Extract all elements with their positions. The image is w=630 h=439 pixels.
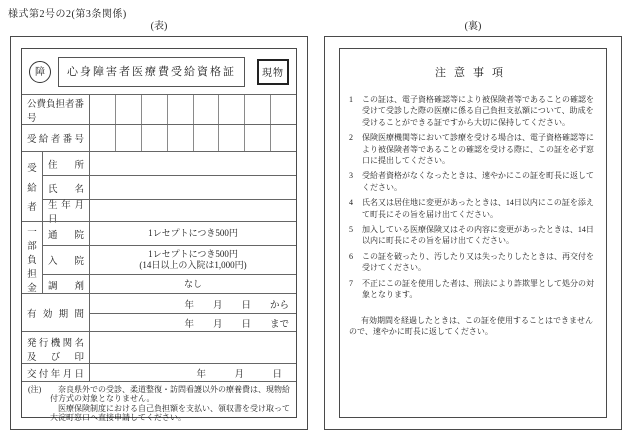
note-item — [349, 224, 597, 247]
certificate-title: 心身障害者医療費受給資格証 — [58, 57, 245, 87]
front-panel-wrap — [10, 20, 308, 430]
note-text: 不正にこの証を使用した者は、刑法により詐欺罪として処分の対象となります。 — [362, 278, 594, 300]
in-kind-benefit-box: 現物 — [257, 59, 289, 85]
note-number: 2 — [349, 133, 353, 143]
valid-period-label: 有効期間 — [22, 294, 90, 331]
issue-date-value: 年 月 日 — [196, 369, 282, 380]
note-item — [349, 170, 597, 193]
note-item — [349, 197, 597, 220]
valid-from-value: 年 月 日 から — [184, 300, 289, 311]
back-panel-wrap — [324, 20, 622, 430]
recipient-number-label: 受給者番号 — [22, 125, 90, 151]
number-cell — [193, 95, 219, 124]
form-id-text: 様式第2号の2(第3条関係) — [8, 9, 127, 20]
certificate-header — [22, 49, 296, 94]
payer-number-row — [22, 94, 296, 124]
inpatient-row — [43, 245, 296, 274]
dispensing-label: 調剤 — [43, 275, 90, 294]
number-cell — [244, 125, 270, 151]
outpatient-value: 1レセプトにつき500円 — [148, 228, 238, 239]
number-cell — [244, 95, 270, 124]
footnote-paragraph: 奈良県外での受診、柔道整復・訪問看護以外の療養費は、現物給付方式の対象となりません。 — [50, 385, 290, 404]
notes-title: 注意事項 — [435, 67, 511, 79]
note-text: 氏名又は居住地に変更があったときは、14日以内にこの証を添えて町長にその旨を届け出てください。 — [362, 198, 594, 219]
number-cell — [167, 95, 193, 124]
number-cell — [90, 125, 115, 151]
issue-date-row — [22, 363, 296, 381]
back-panel — [324, 36, 622, 430]
outpatient-label: 通院 — [43, 222, 90, 245]
recipient-number-cells — [90, 125, 296, 151]
back-side-label: (裏) — [464, 21, 482, 32]
number-cell — [270, 125, 296, 151]
issuer-value — [90, 332, 296, 363]
front-form-box — [21, 48, 297, 422]
number-cell — [90, 95, 115, 124]
note-item — [349, 94, 597, 128]
issuer-label: 発行機関名 及び印 — [22, 332, 90, 363]
back-footer-note: 有効期間を経過したときは、この証を使用することはできませんので、速やかに町長に返してください。 — [349, 315, 593, 336]
number-cell — [193, 125, 219, 151]
front-side-label: (表) — [150, 21, 168, 32]
recipient-number-row — [22, 124, 296, 151]
recipient-vertical-label: 受 給 者 — [22, 152, 43, 221]
inpatient-value: 1レセプトにつき500円 (14日以上の入院は1,000円) — [139, 249, 247, 270]
note-text: 保険医療機関等において診療を受ける場合は、電子資格確認等により被保険者等であることの確認を受ける際に、この証を必ず窓口に提出してください。 — [362, 133, 594, 166]
birthdate-value — [90, 200, 296, 222]
payer-number-cells — [90, 95, 296, 124]
copay-group — [22, 221, 296, 293]
birthdate-label: 生年月日 — [43, 200, 90, 222]
valid-from-row — [90, 294, 296, 313]
note-number: 5 — [349, 225, 353, 235]
note-number: 1 — [349, 95, 353, 104]
issue-date-label: 交付年月日 — [22, 364, 90, 381]
dispensing-row — [43, 274, 296, 294]
footnote-marker: (注) — [28, 385, 42, 394]
note-text: 受給者資格がなくなったときは、速やかにこの証を町長に返してください。 — [362, 171, 594, 192]
number-cell — [218, 95, 244, 124]
outpatient-row — [43, 222, 296, 245]
valid-period-row — [22, 293, 296, 331]
footnote-paragraph: 医療保険制度における自己負担額を支払い、領収書を受け取って大淀町窓口へ直接申請してください。 — [50, 403, 290, 422]
note-number: 7 — [349, 278, 353, 288]
copay-vertical-label: 一 部 負 担 金 — [22, 222, 43, 293]
dispensing-value: なし — [183, 279, 202, 290]
number-cell — [115, 95, 141, 124]
note-number: 6 — [349, 251, 353, 261]
disability-badge: 障 — [29, 61, 51, 83]
number-cell — [218, 125, 244, 151]
back-notes-box — [339, 48, 607, 418]
number-cell — [141, 95, 167, 124]
note-item — [349, 278, 597, 301]
note-number: 3 — [349, 171, 353, 181]
note-item — [349, 251, 597, 274]
note-text: この証は、電子資格確認等により被保険者等であることの確認を受けて受診した際の医療に係る自己負担支払額について、助成を受けることができる証ですから大切に保持してください。 — [362, 95, 594, 127]
note-item — [349, 132, 597, 166]
number-cell — [141, 125, 167, 151]
note-number: 4 — [349, 198, 353, 208]
number-cell — [167, 125, 193, 151]
name-label: 氏名 — [43, 176, 90, 199]
address-value — [90, 152, 296, 175]
name-value — [90, 176, 296, 199]
birthdate-row — [43, 199, 296, 225]
note-text: 加入している医療保険又はその内容に変更があったときは、14日以内に町長にその旨を届け出てください。 — [362, 225, 594, 246]
payer-number-label: 公費負担者番号 — [22, 95, 90, 124]
front-panel — [10, 36, 308, 430]
name-row — [43, 175, 296, 199]
number-cell — [270, 95, 296, 124]
front-footnote — [22, 381, 296, 422]
recipient-group — [22, 151, 296, 225]
issuer-row — [22, 331, 296, 363]
valid-to-row — [90, 313, 296, 332]
valid-to-value: 年 月 日 まで — [184, 320, 289, 330]
address-row — [43, 152, 296, 175]
inpatient-label: 入院 — [43, 246, 90, 274]
address-label: 住所 — [43, 152, 90, 175]
number-cell — [115, 125, 141, 151]
note-text: この証を破ったり、汚したり又は失ったりしたときは、再交付を受けてください。 — [362, 251, 594, 273]
